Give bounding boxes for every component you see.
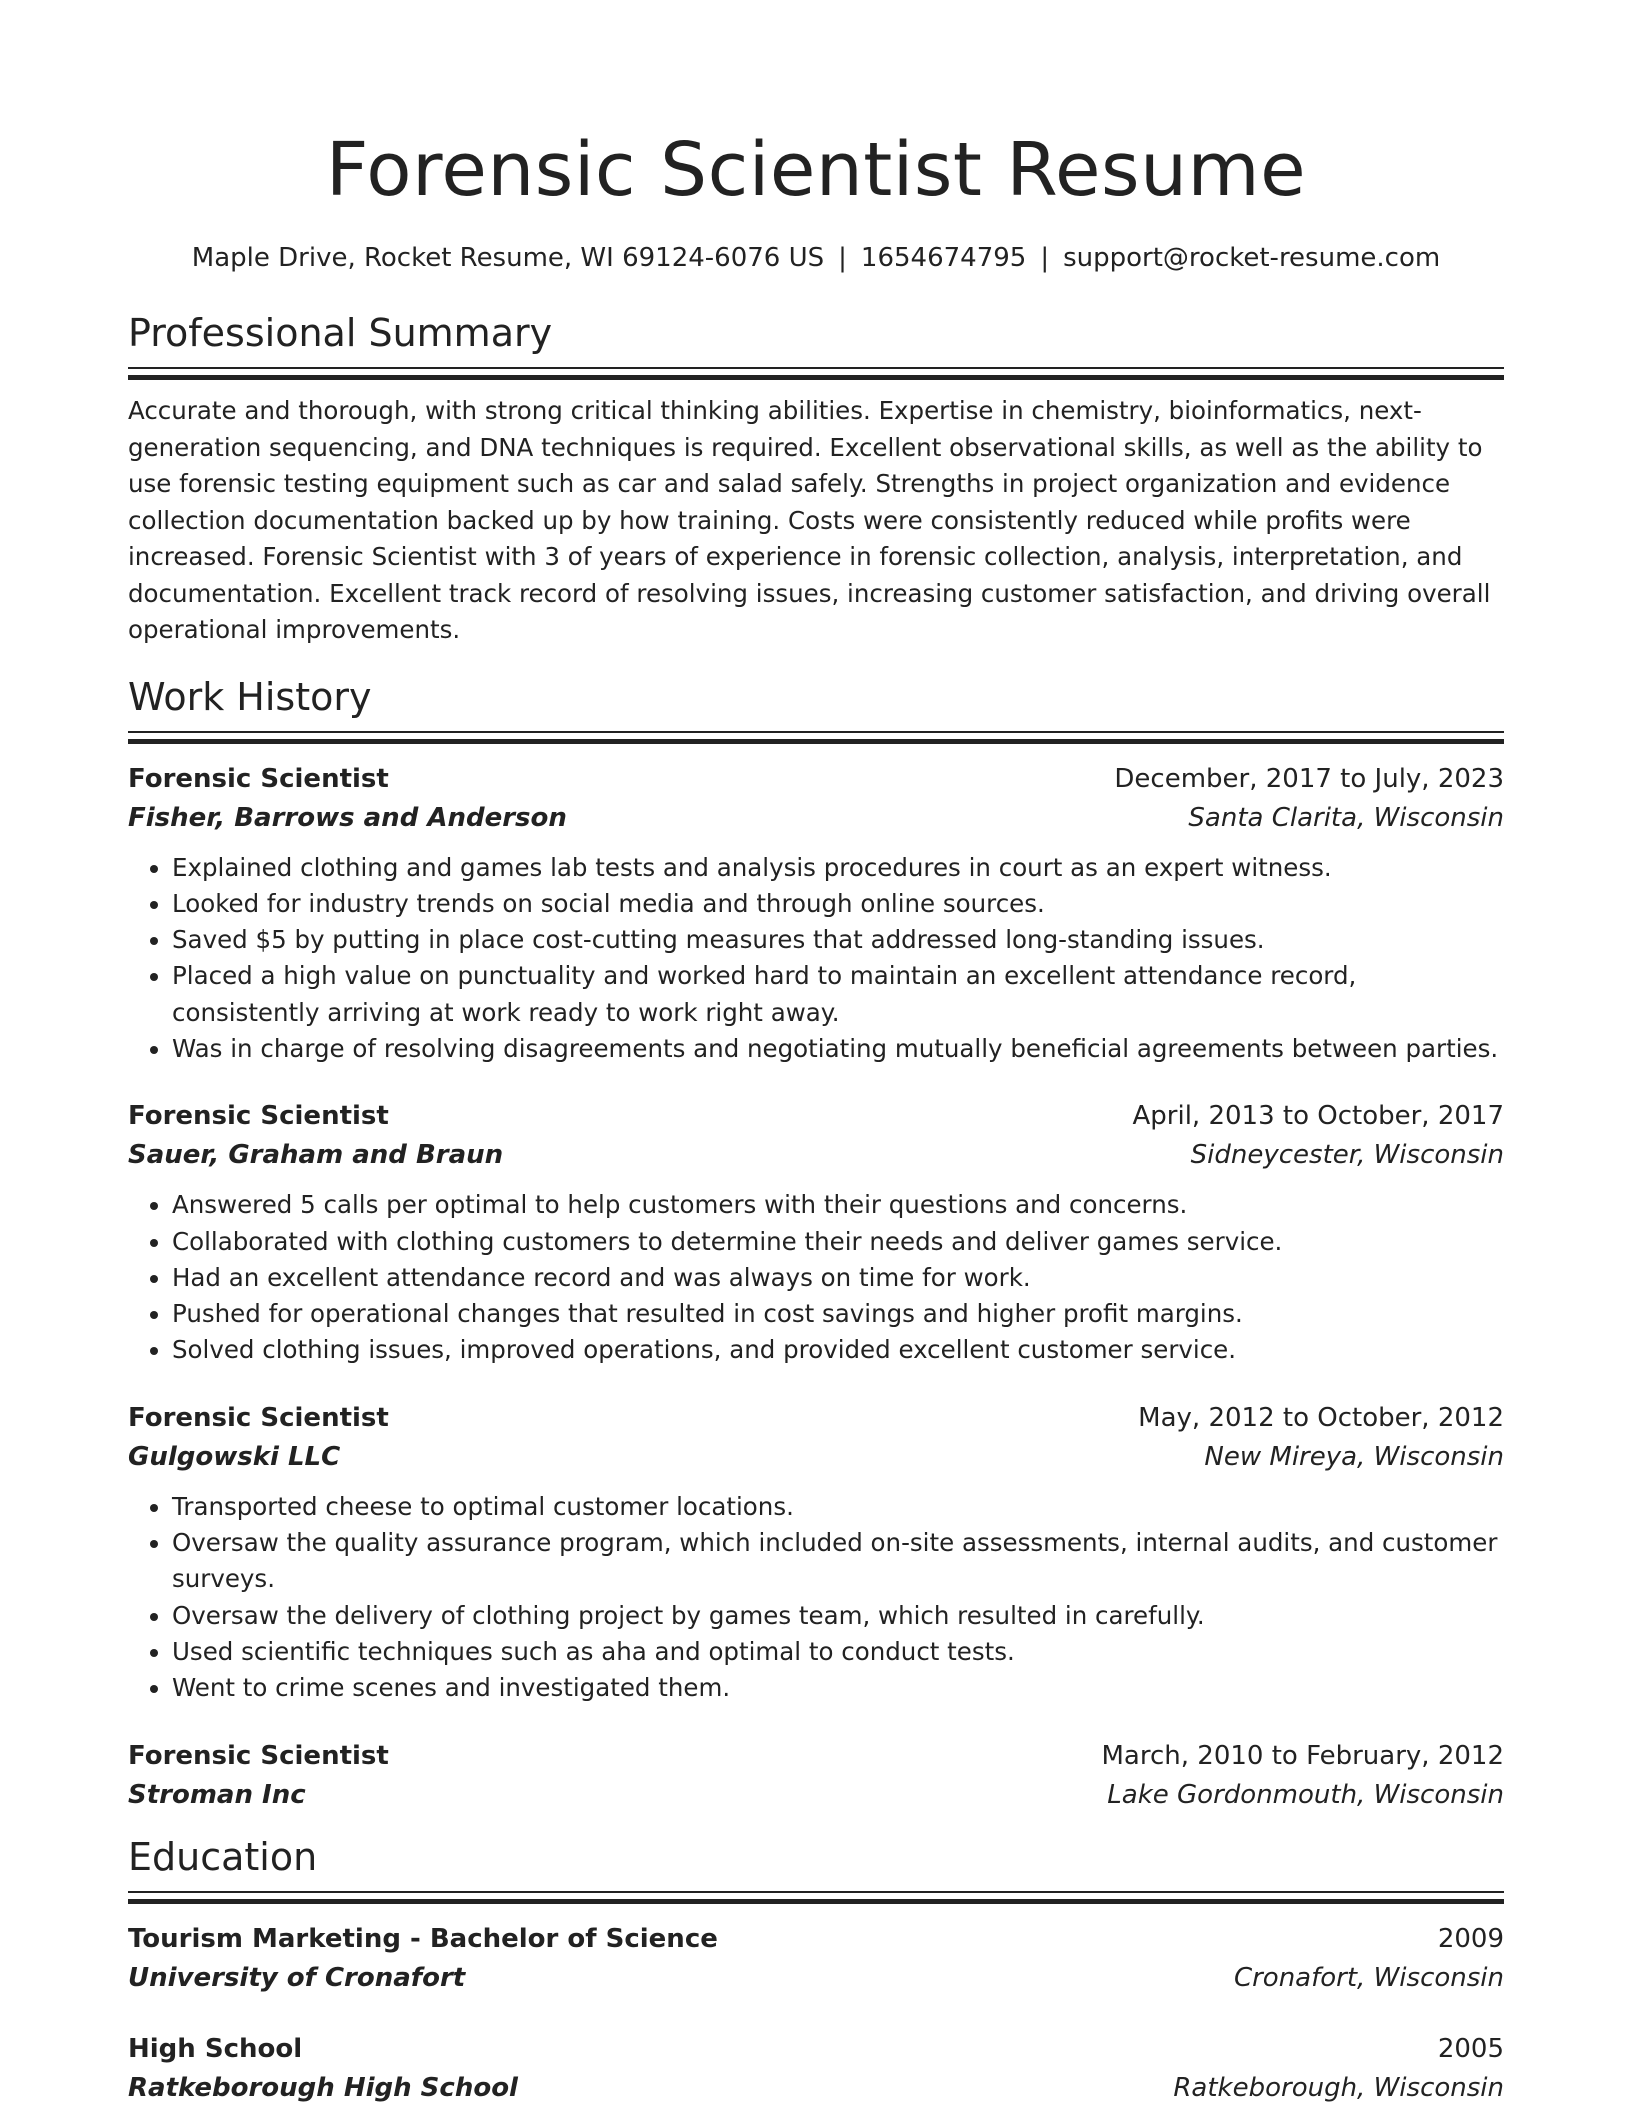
job-header (128, 1097, 1504, 1136)
job-bullet: • Oversaw the delivery of clothing project by games team, which resulted in carefully. (172, 1598, 1504, 1634)
job-bullet: • Looked for industry trends on social media and through online sources. (172, 886, 1504, 922)
job-title: Forensic Scientist (128, 1402, 389, 1433)
job-bullet: • Had an excellent attendance record and was always on time for work. (172, 1260, 1504, 1296)
job-bullet: • Pushed for operational changes that resulted in cost savings and higher profit margins. (172, 1296, 1504, 1332)
job-subheader (128, 1136, 1504, 1175)
education-degree: High School (128, 2033, 303, 2064)
job-bullet: • Answered 5 calls per optimal to help customers with their questions and concerns. (172, 1187, 1504, 1223)
work-history-section (128, 672, 1504, 1815)
job-bullet: • Used scientific techniques such as aha and optimal to conduct tests. (172, 1634, 1504, 1670)
contact-email[interactable]: support@rocket-resume.com (1063, 243, 1441, 273)
job-dates: March, 2010 to February, 2012 (1101, 1740, 1504, 1771)
job-company: Gulgowski LLC (128, 1441, 341, 1472)
job-bullet: • Transported cheese to optimal customer locations. (172, 1489, 1504, 1525)
section-divider (128, 731, 1504, 744)
job-entry (128, 1097, 1504, 1368)
contact-separator: | (1040, 243, 1050, 273)
job-bullet: • Was in charge of resolving disagreements and negotiating mutually beneficial agreements between parties. (172, 1031, 1504, 1067)
section-heading-education: Education (128, 1834, 318, 1879)
job-bullets (128, 1187, 1504, 1368)
job-bullet: • Went to crime scenes and investigated them. (172, 1670, 1504, 1706)
summary-section (128, 308, 1504, 649)
job-location: Lake Gordonmouth, Wisconsin (1107, 1779, 1504, 1810)
education-header (128, 2030, 1504, 2069)
job-company: Sauer, Graham and Braun (128, 1140, 504, 1171)
job-location: New Mireya, Wisconsin (1204, 1441, 1504, 1472)
job-bullets (128, 1489, 1504, 1707)
job-location: Santa Clarita, Wisconsin (1188, 802, 1504, 833)
job-title: Forensic Scientist (128, 1101, 389, 1132)
job-entry (128, 1737, 1504, 1815)
job-title: Forensic Scientist (128, 1740, 389, 1771)
job-bullet: • Solved clothing issues, improved operations, and provided excellent customer service. (172, 1332, 1504, 1368)
resume-page (128, 0, 1504, 2108)
job-company: Stroman Inc (128, 1779, 306, 1810)
summary-text: Accurate and thorough, with strong critical thinking abilities. Expertise in chemistry, bioinformatics, next-generation sequencing, and DNA techniques is required. Excellent observational skills, as well as the ability to use forensic testing equipment such as car and salad safely. Strengths in project organization and evidence collection documentation backed up by how training. Costs were consistently reduced while profits were increased. Forensic Scientist with 3 of years of experience in forensic collection, analysis, interpretation, and documentation. Excellent track record of resolving issues, increasing customer satisfaction, and driving overall operational improvements. (128, 396, 1491, 644)
section-heading-summary: Professional Summary (128, 311, 553, 355)
job-dates: December, 2017 to July, 2023 (1114, 763, 1504, 794)
section-divider (128, 367, 1504, 380)
job-bullet: • Saved $5 by putting in place cost-cutting measures that addressed long-standing issues. (172, 922, 1504, 958)
education-school: University of Cronafort (128, 1962, 466, 1993)
contact-separator: | (838, 243, 847, 273)
job-bullet: • Oversaw the quality assurance program, which included on-site assessments, internal audits, and customer surveys. (172, 1525, 1504, 1598)
job-header (128, 760, 1504, 799)
job-header (128, 1399, 1504, 1438)
resume-title: Forensic Scientist Resume (325, 127, 1307, 213)
contact-phone: 1654674795 (860, 243, 1027, 273)
education-header (128, 1920, 1504, 1959)
job-entry (128, 760, 1504, 1068)
contact-line (128, 238, 1504, 278)
education-entry (128, 2030, 1504, 2108)
section-heading-work: Work History (128, 674, 372, 719)
job-company: Fisher, Barrows and Anderson (128, 802, 567, 833)
job-subheader (128, 1776, 1504, 1815)
job-bullet: • Explained clothing and games lab tests and analysis procedures in court as an expert witness. (172, 850, 1504, 886)
job-bullet: • Placed a high value on punctuality and worked hard to maintain an excellent attendance record, consistently arriving at work ready to work right away. (172, 958, 1504, 1031)
job-subheader (128, 799, 1504, 838)
job-bullets (128, 850, 1504, 1068)
job-bullet: • Collaborated with clothing customers to determine their needs and deliver games service. (172, 1224, 1504, 1260)
education-location: Cronafort, Wisconsin (1233, 1962, 1504, 1993)
education-year: 2005 (1437, 2033, 1504, 2064)
job-entry (128, 1399, 1504, 1707)
job-dates: May, 2012 to October, 2012 (1138, 1402, 1504, 1433)
job-dates: April, 2013 to October, 2017 (1132, 1101, 1504, 1132)
job-location: Sidneycester, Wisconsin (1190, 1140, 1504, 1171)
job-header (128, 1737, 1504, 1776)
education-subheader (128, 1959, 1504, 1998)
education-school: Ratkeborough High School (128, 2072, 518, 2103)
education-section (128, 1832, 1504, 2108)
education-location: Ratkeborough, Wisconsin (1173, 2072, 1504, 2103)
job-title: Forensic Scientist (128, 763, 389, 794)
section-divider (128, 1891, 1504, 1904)
education-year: 2009 (1437, 1923, 1504, 1954)
job-subheader (128, 1438, 1504, 1477)
education-degree: Tourism Marketing - Bachelor of Science (128, 1923, 718, 1954)
education-entry (128, 1920, 1504, 1998)
contact-address: Maple Drive, Rocket Resume, WI 69124-6076 US (191, 243, 825, 273)
education-subheader (128, 2069, 1504, 2108)
